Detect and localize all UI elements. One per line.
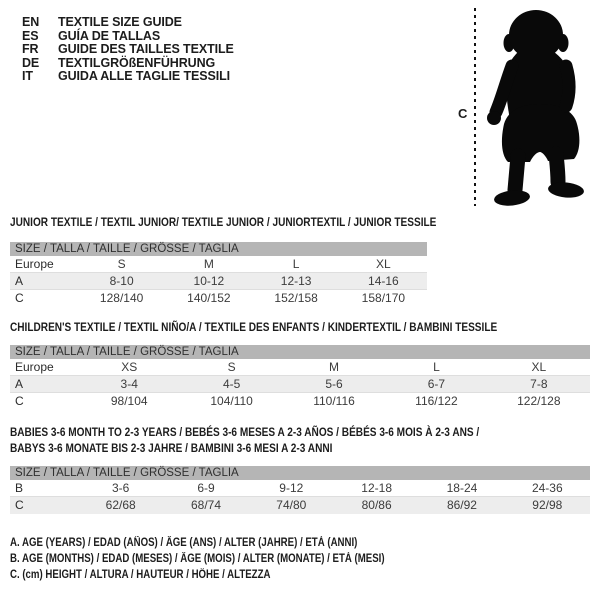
legend-row-de (22, 57, 234, 71)
language-code: DE (22, 55, 40, 70)
table-row (10, 376, 590, 393)
language-code: FR (22, 42, 39, 57)
row-label: A (15, 274, 24, 288)
section-heading-babies-text2: BABYS 3-6 MONATE BIS 2-3 JAHRE / BAMBINI 3-6 MESI A 2-3 ANNI (10, 441, 333, 455)
table-cell: 62/68 (105, 498, 136, 512)
table-cell: 128/140 (99, 291, 144, 305)
row-label: C (15, 394, 24, 408)
table-cell: 74/80 (276, 498, 307, 512)
table-cell: 8-10 (109, 274, 134, 288)
height-measure-line (474, 8, 476, 206)
table-cell: 104/110 (210, 394, 253, 408)
table-cell: 140/152 (187, 291, 231, 305)
table-cell: 152/158 (274, 291, 318, 305)
table-header-bar: SIZE / TALLA / TAILLE / GRÖSSE / TAGLIA (10, 466, 590, 480)
table-cell: 122/128 (517, 394, 561, 408)
table-row (10, 273, 427, 290)
table-cell: M (203, 257, 214, 271)
language-legend (22, 16, 234, 84)
table-row (10, 480, 590, 497)
height-marker-label: C (458, 106, 468, 121)
row-label: Europe (15, 360, 54, 374)
table-cell: 116/122 (415, 394, 458, 408)
footnote-b-text: B. AGE (MONTHS) / EDAD (MESES) / ÂGE (MOIS) / ALTER (MONATE) / ETÀ (MESI) (10, 553, 385, 565)
table-cell: 6-9 (197, 481, 215, 495)
table-cell: M (329, 360, 340, 374)
section-heading-babies-line1 (10, 425, 569, 439)
legend-row-en (22, 16, 234, 30)
table-cell: 3-6 (111, 481, 130, 495)
footnote-b (10, 553, 456, 565)
row-label: B (15, 481, 24, 495)
section-heading-babies-line2 (10, 441, 394, 455)
language-label: TEXTILE SIZE GUIDE (58, 15, 182, 29)
table-cell: S (227, 360, 236, 374)
language-label: GUIDE DES TAILLES TEXTILE (58, 42, 234, 57)
babies-size-table (10, 466, 590, 514)
table-row (10, 497, 590, 514)
row-label: C (15, 291, 24, 305)
row-label: A (15, 377, 24, 391)
baby-silhouette-icon (484, 6, 596, 212)
language-code: ES (22, 28, 39, 43)
table-cell: 110/116 (313, 394, 355, 408)
section-heading-children-text: CHILDREN'S TEXTILE / TEXTIL NIÑO/A / TEXTILE DES ENFANTS / KINDERTEXTIL / BAMBINI TESSILE (10, 320, 498, 334)
legend-row-it (22, 70, 234, 84)
table-row (10, 359, 590, 376)
table-cell: 68/74 (190, 498, 221, 512)
table-cell: 4-5 (222, 377, 241, 391)
table-cell: 12-13 (280, 274, 312, 288)
table-cell: 158/170 (361, 291, 406, 305)
table-cell: 10-12 (193, 274, 225, 288)
footnote-c-text: C. (cm) HEIGHT / ALTURA / HAUTEUR / HÖHE / ALTEZZA (10, 569, 271, 581)
table-cell: XL (531, 360, 547, 374)
table-cell: 80/86 (361, 498, 392, 512)
table-cell: 12-18 (361, 481, 392, 495)
legend-row-es (22, 30, 234, 44)
table-cell: 9-12 (279, 481, 304, 495)
section-heading-junior-text: JUNIOR TEXTILE / TEXTIL JUNIOR/ TEXTILE JUNIOR / JUNIORTEXTIL / JUNIOR TESSILE (10, 215, 437, 229)
table-row (10, 393, 590, 410)
table-cell: 7-8 (530, 377, 548, 391)
language-label: TEXTILGRÖßENFÜHRUNG (58, 55, 216, 70)
table-cell: L (292, 257, 300, 271)
row-label: Europe (15, 257, 54, 271)
table-cell: 14-16 (368, 274, 399, 288)
footnote-a (10, 537, 424, 549)
section-heading-children (10, 320, 590, 334)
table-cell: 3-4 (120, 377, 138, 391)
footnote-c (10, 569, 320, 581)
table-cell: XL (376, 257, 391, 271)
table-cell: 24-36 (531, 481, 563, 495)
legend-row-fr (22, 43, 234, 57)
language-code: EN (22, 15, 40, 29)
table-cell: 92/98 (532, 498, 563, 512)
junior-size-table (10, 242, 427, 307)
table-cell: 6-7 (427, 377, 446, 391)
section-heading-junior (10, 215, 518, 229)
row-label: C (15, 498, 24, 512)
language-label: GUÍA DE TALLAS (58, 28, 161, 43)
table-cell: 86/92 (446, 498, 477, 512)
table-cell: XS (121, 360, 138, 374)
section-heading-babies-text1: BABIES 3-6 MONTH TO 2-3 YEARS / BEBÉS 3-6 MESES A 2-3 AÑOS / BÉBÉS 3-6 MOIS À 2-3 ANS / (10, 425, 480, 439)
table-cell: L (433, 360, 440, 374)
table-header-bar: SIZE / TALLA / TAILLE / GRÖSSE / TAGLIA (10, 345, 590, 359)
language-code: IT (22, 69, 33, 84)
table-cell: S (117, 257, 126, 271)
table-cell: 98/104 (110, 394, 148, 408)
table-cell: 5-6 (325, 377, 343, 391)
table-cell: 18-24 (446, 481, 478, 495)
footnote-a-text: A. AGE (YEARS) / EDAD (AÑOS) / ÂGE (ANS) / ALTER (JAHRE) / ETÀ (ANNI) (10, 537, 358, 549)
children-size-table (10, 345, 590, 410)
language-label: GUIDA ALLE TAGLIE TESSILI (58, 69, 231, 84)
table-header-bar: SIZE / TALLA / TAILLE / GRÖSSE / TAGLIA (10, 242, 427, 256)
table-row (10, 256, 427, 273)
table-row (10, 290, 427, 307)
